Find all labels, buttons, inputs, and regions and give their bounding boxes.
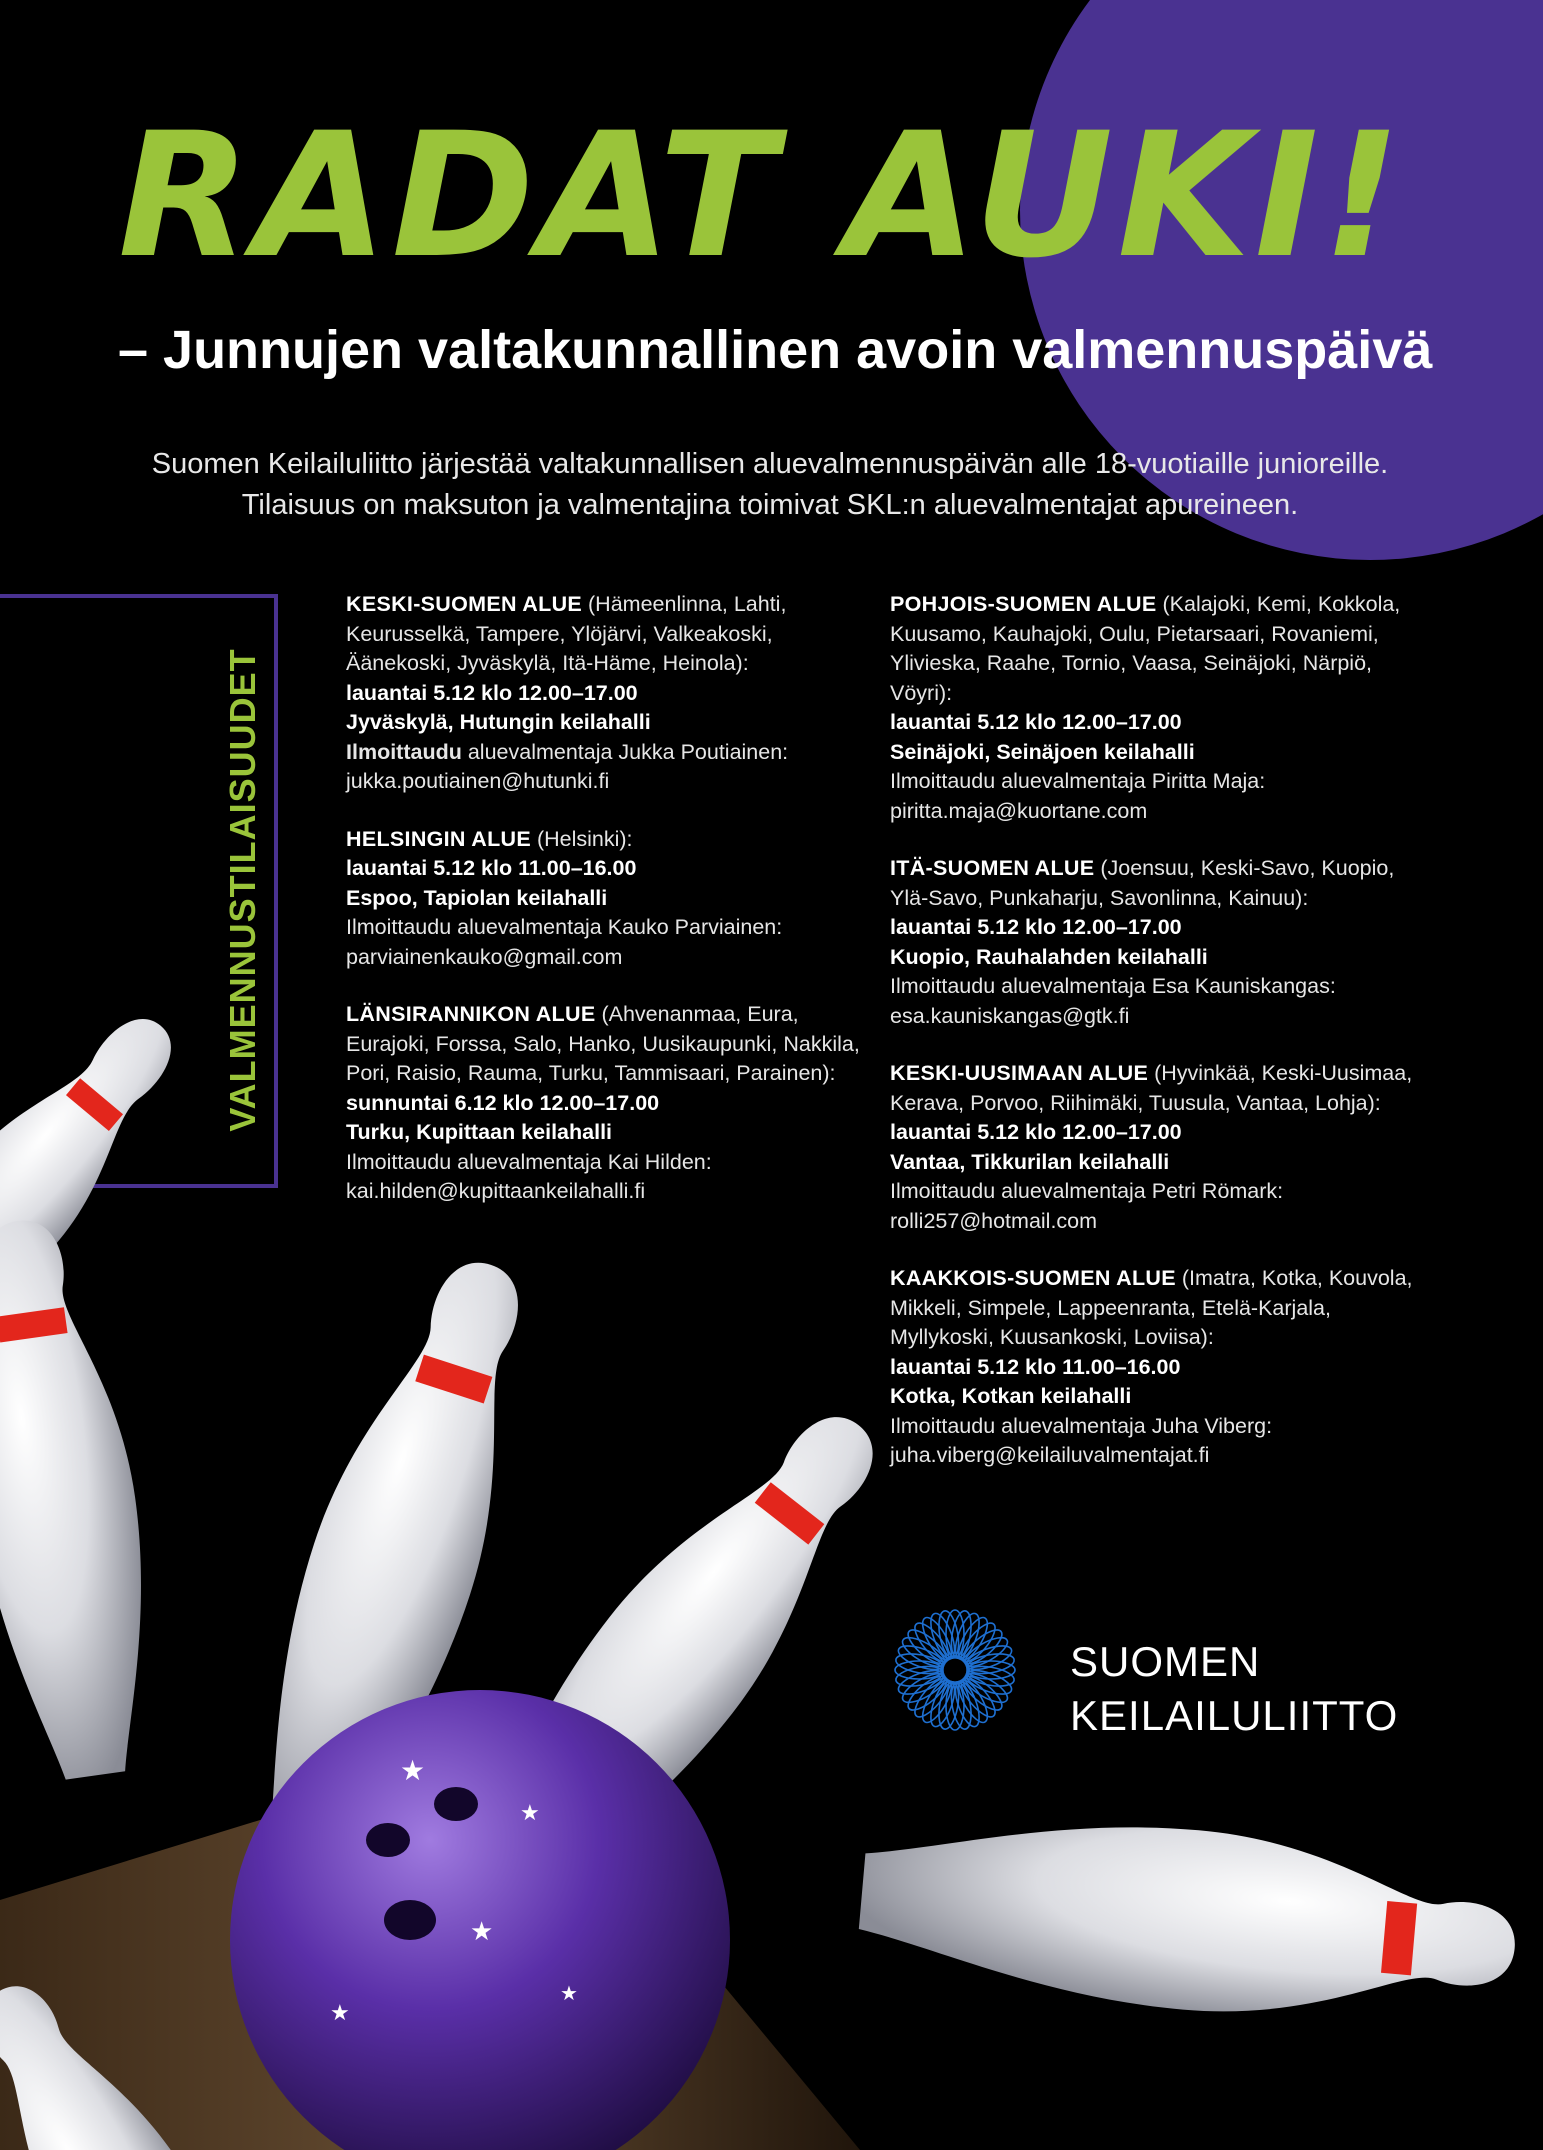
region-name: KESKI-SUOMEN ALUE <box>346 592 583 616</box>
region-date: sunnuntai 6.12 klo 12.00–17.00 <box>346 1090 660 1115</box>
signup-bold: Ilmoittaudu <box>346 739 462 764</box>
region-email[interactable]: rolli257@hotmail.com <box>890 1208 1098 1233</box>
rosette-center <box>941 1656 969 1684</box>
region-areas: (Hämeenlinna, Lahti, Keurusselkä, Tampere, Ylöjärvi, Valkeakoski, Äänekoski, Jyväskylä, Itä-Häme, Heinola): <box>346 592 787 675</box>
region-areas: (Imatra, Kotka, Kouvola, Mikkeli, Simpele, Lappeenranta, Etelä-Karjala, Myllykoski, Kuusankoski, Loviisa): <box>890 1266 1413 1349</box>
suomen-keilailuliitto-logo <box>890 1605 1410 1745</box>
ball-star-icon: ★ <box>400 1755 426 1786</box>
region-email[interactable]: juha.viberg@keilailuvalmentajat.fi <box>890 1443 1210 1467</box>
region-email[interactable]: piritta.maja@kuortane.com <box>890 798 1148 823</box>
intro-line: Suomen Keilailuliitto järjestää valtakunnallisen aluevalmennuspäivän alle 18-vuotiaille junioreille. <box>151 448 1389 480</box>
region-areas: (Kalajoki, Kemi, Kokkola, Kuusamo, Kauhajoki, Oulu, Pietarsaari, Rovaniemi, Ylivieska, Raahe, Tornio, Vaasa, Seinäjoki, Närpiö, Vöyri): <box>890 592 1401 705</box>
region-email[interactable]: jukka.poutiainen@hutunki.fi <box>346 769 610 793</box>
ball-finger-hole <box>384 1900 436 1940</box>
region-signup: Ilmoittaudu aluevalmentaja Juha Viberg: <box>890 1413 1273 1438</box>
rosette-logo-icon <box>890 1605 1020 1735</box>
region-areas: (Hyvinkää, Keski-Uusimaa, Kerava, Porvoo, Riihimäki, Tuusula, Vantaa, Lohja): <box>890 1061 1413 1115</box>
side-label-text: VALMENNUSTILAISUUDET <box>222 648 263 1132</box>
bowling-pin <box>0 1210 173 1786</box>
logo-line2: KEILAILULIITTO <box>1070 1692 1399 1739</box>
region-date: lauantai 5.12 klo 11.00–16.00 <box>890 1354 1181 1379</box>
region-venue: Seinäjoki, Seinäjoen keilahalli <box>890 739 1195 764</box>
region-signup: Ilmoittaudu aluevalmentaja Petri Römark: <box>890 1179 1284 1203</box>
region-ita-suomi <box>890 854 1420 1031</box>
region-keski-uusimaa <box>890 1059 1420 1236</box>
logo-text <box>1070 1635 1398 1743</box>
region-kaakkois-suomi <box>890 1264 1420 1471</box>
region-pohjois-suomi <box>890 590 1420 826</box>
region-venue: Vantaa, Tikkurilan keilahalli <box>890 1149 1170 1174</box>
region-name: POHJOIS-SUOMEN ALUE <box>890 592 1157 616</box>
regions-right-column <box>890 590 1420 1499</box>
regions-left-column <box>346 590 876 1235</box>
region-areas: (Helsinki): <box>530 826 633 851</box>
intro-text <box>60 444 1480 525</box>
region-signup: Ilmoittaudu aluevalmentaja Kauko Parviainen: <box>346 915 783 939</box>
region-venue: Espoo, Tapiolan keilahalli <box>346 885 608 910</box>
intro-line: Tilaisuus on maksuton ja valmentajina toimivat SKL:n aluevalmentajat apureineen. <box>241 488 1299 521</box>
region-email[interactable]: kai.hilden@kupittaankeilahalli.fi <box>346 1179 646 1203</box>
headline: RADAT AUKI! <box>118 95 1405 296</box>
region-date: lauantai 5.12 klo 11.00–16.00 <box>346 856 637 880</box>
region-lansirannikko <box>346 1000 876 1207</box>
region-name: KESKI-UUSIMAAN ALUE <box>890 1061 1149 1085</box>
region-email[interactable]: parviainenkauko@gmail.com <box>346 944 623 969</box>
region-areas: (Ahvenanmaa, Eura, Eurajoki, Forssa, Salo, Hanko, Uusikaupunki, Nakkila, Pori, Raisio, Rauma, Turku, Tammisaari, Parainen): <box>346 1002 860 1085</box>
logo-line1: SUOMEN <box>1070 1638 1261 1685</box>
region-date: lauantai 5.12 klo 12.00–17.00 <box>890 915 1182 939</box>
region-email[interactable]: esa.kauniskangas@gtk.fi <box>890 1003 1130 1028</box>
region-venue: Jyväskylä, Hutungin keilahalli <box>346 710 651 734</box>
region-date: lauantai 5.12 klo 12.00–17.00 <box>890 710 1182 734</box>
ball-star-icon: ★ <box>560 1983 578 2005</box>
region-signup: Ilmoittaudu aluevalmentaja Esa Kauniskangas: <box>890 974 1336 998</box>
region-venue: Kotka, Kotkan keilahalli <box>890 1384 1132 1408</box>
region-date: lauantai 5.12 klo 12.00–17.00 <box>890 1120 1182 1144</box>
ball-finger-hole <box>434 1787 478 1821</box>
region-name: LÄNSIRANNIKON ALUE <box>346 1002 596 1026</box>
region-name: HELSINGIN ALUE <box>346 826 531 851</box>
region-venue: Turku, Kupittaan keilahalli <box>346 1120 613 1144</box>
subtitle: – Junnujen valtakunnallinen avoin valmennuspäivä <box>118 320 1433 380</box>
region-areas: (Joensuu, Keski-Savo, Kuopio, Ylä-Savo, Punkaharju, Savonlinna, Kainuu): <box>890 856 1395 910</box>
bowling-pin <box>854 1802 1522 2038</box>
region-signup: Ilmoittaudu aluevalmentaja Piritta Maja: <box>890 769 1266 793</box>
region-name: KAAKKOIS-SUOMEN ALUE <box>890 1266 1176 1290</box>
ball-finger-hole <box>366 1823 410 1857</box>
region-name: ITÄ-SUOMEN ALUE <box>890 856 1095 880</box>
region-signup: Ilmoittaudu aluevalmentaja Kai Hilden: <box>346 1149 712 1174</box>
region-venue: Kuopio, Rauhalahden keilahalli <box>890 944 1208 969</box>
region-date: lauantai 5.12 klo 12.00–17.00 <box>346 680 638 705</box>
region-signup <box>346 738 876 768</box>
ball-star-icon: ★ <box>470 1916 494 1946</box>
region-keski-suomi <box>346 590 876 797</box>
ball-star-icon: ★ <box>330 2000 350 2025</box>
ball-star-icon: ★ <box>520 1800 540 1825</box>
signup-text: aluevalmentaja Jukka Poutiainen: <box>461 739 789 764</box>
region-helsinki <box>346 825 876 973</box>
